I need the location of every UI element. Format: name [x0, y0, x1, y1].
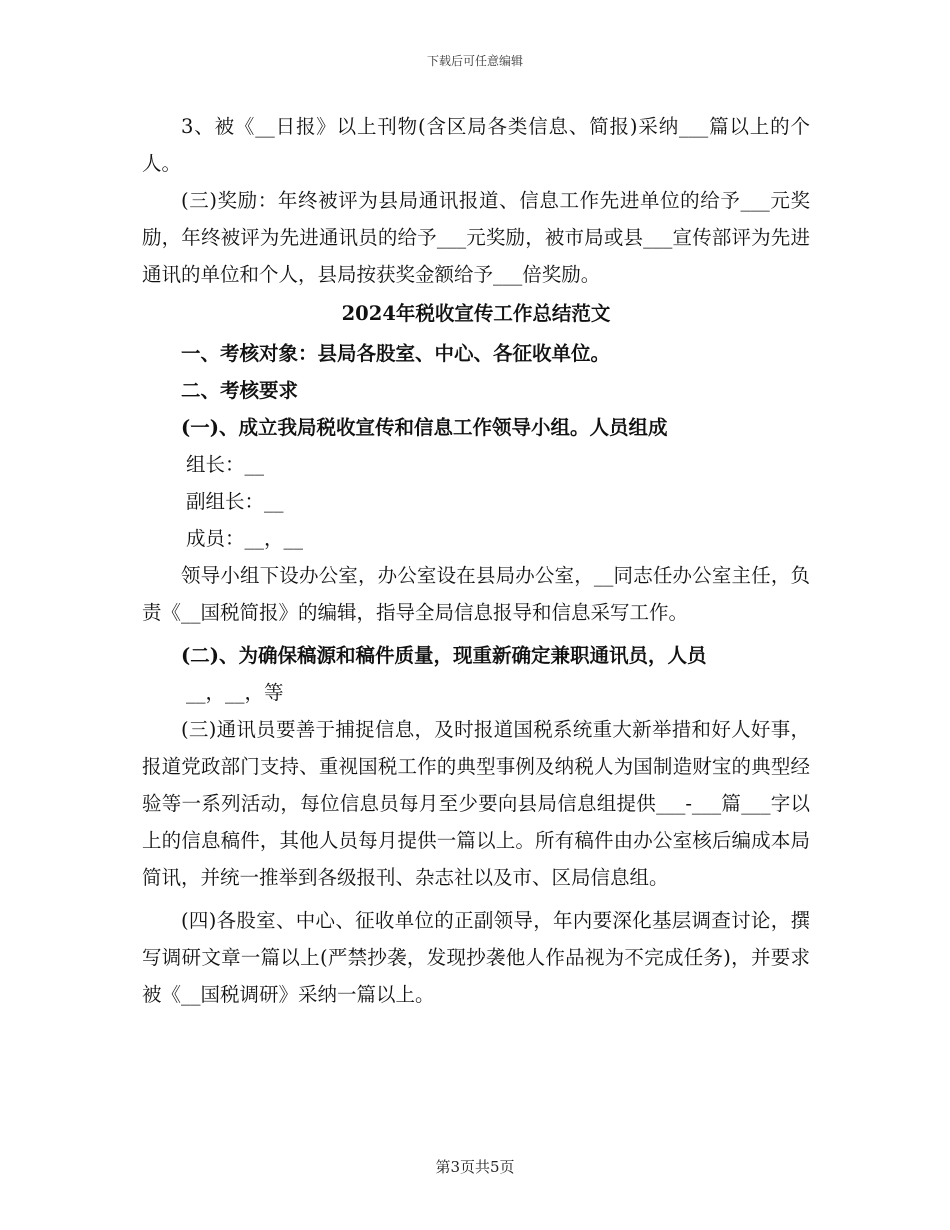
heading-assessment-requirements: 二、考核要求 — [181, 379, 299, 402]
deputy-leader-line: 副组长：__ — [186, 490, 284, 513]
paragraph-publication-criteria: 3、被《__日报》以上刊物(含区局各类信息、简报)采纳___篇以上的个人。 — [142, 115, 810, 175]
page-number: 第3页共5页 — [435, 1158, 515, 1176]
page-header: 下载后可任意编辑 — [426, 54, 523, 68]
members-line: 成员：__，__ — [186, 527, 304, 550]
document-body — [142, 108, 810, 1013]
paragraph-correspondent-duties: (三)通讯员要善于捕捉信息，及时报道国税系统重大新举措和好人好事，报道党政部门支持、重视国税工作的典型事例及纳税人为国制造财宝的典型经验等一系列活动，每位信息员每月至少要向县局信息组提供___-___篇___字以上的信息稿件，其他人员每月提供一篇以上。所有稿件由办公室核后编成本局简讯，并统一推举到各级报刊、杂志社以及市、区局信息组。 — [142, 718, 810, 889]
paragraph-rewards: (三)奖励：年终被评为县局通讯报道、信息工作先进单位的给予___元奖励，年终被评为先进通讯员的给予___元奖励，被市局或县___宣传部评为先进通讯的单位和个人，县局按获奖金额给予___倍奖励。 — [142, 189, 810, 286]
correspondent-list: __，__，等 — [186, 681, 284, 704]
heading-assessment-target: 一、考核对象：县局各股室、中心、各征收单位。 — [181, 342, 611, 365]
paragraph-office-setup: 领导小组下设办公室，办公室设在县局办公室，__同志任办公室主任，负责《__国税简报》的编辑，指导全局信息报导和信息采写工作。 — [142, 564, 810, 624]
group-leader-line: 组长：__ — [186, 453, 265, 476]
heading-correspondents: (二)、为确保稿源和稿件质量，现重新确定兼职通讯员，人员 — [181, 644, 707, 667]
document-title: 2024年税收宣传工作总结范文 — [341, 302, 611, 325]
heading-leadership-group: (一)、成立我局税收宣传和信息工作领导小组。人员组成 — [181, 416, 668, 439]
paragraph-research-requirement: (四)各股室、中心、征收单位的正副领导，年内要深化基层调查讨论，撰写调研文章一篇以上(严禁抄袭，发现抄袭他人作品视为不完成任务)，并要求被《__国税调研》采纳一篇以上。 — [142, 909, 810, 1006]
